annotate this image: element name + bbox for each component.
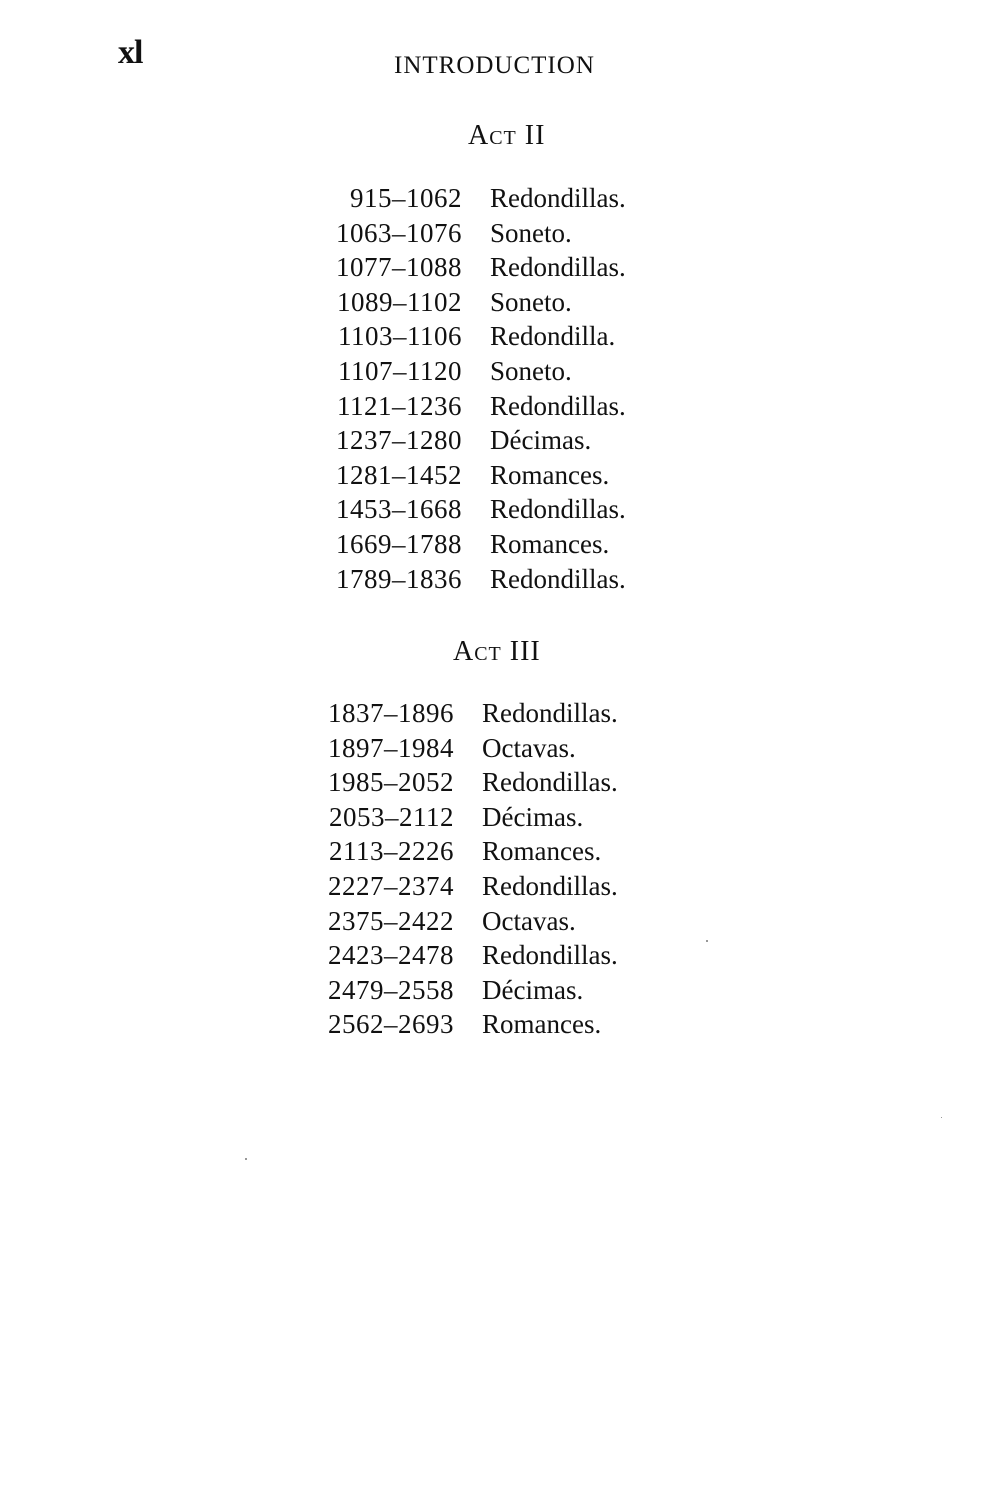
verse-row bbox=[272, 1007, 618, 1042]
line-range: 1237–1280 bbox=[336, 425, 462, 456]
verse-form: Soneto. bbox=[490, 355, 572, 386]
verse-row bbox=[280, 562, 626, 597]
line-range: 2562–2693 bbox=[328, 1009, 454, 1040]
verse-row bbox=[280, 527, 626, 562]
line-range: 1107–1120 bbox=[338, 355, 462, 386]
line-range: 1837–1896 bbox=[328, 698, 454, 728]
line-range: 1077–1088 bbox=[336, 252, 462, 283]
ink-speck bbox=[245, 1158, 247, 1160]
line-range: 2423–2478 bbox=[328, 940, 454, 971]
verse-form: Romances. bbox=[490, 459, 610, 490]
verse-form: Octavas. bbox=[482, 905, 576, 936]
verse-form: Redondillas. bbox=[490, 563, 626, 594]
verse-row bbox=[280, 319, 626, 354]
act-ii-verse-table bbox=[280, 181, 626, 596]
verse-form: Redondillas. bbox=[482, 940, 618, 971]
verse-form: Redondillas. bbox=[490, 183, 626, 213]
verse-row bbox=[280, 458, 626, 493]
verse-form: Redondillas. bbox=[490, 252, 626, 283]
verse-row bbox=[272, 869, 618, 904]
verse-form: Redondillas. bbox=[490, 390, 626, 421]
verse-form: Redondillas. bbox=[482, 870, 618, 901]
verse-row bbox=[280, 285, 626, 320]
line-range: 2227–2374 bbox=[328, 870, 454, 901]
line-range: 1103–1106 bbox=[338, 321, 462, 352]
line-range: 1089–1102 bbox=[337, 286, 462, 317]
verse-row bbox=[272, 834, 618, 869]
verse-form: Redondillas. bbox=[482, 698, 618, 728]
verse-row bbox=[272, 973, 618, 1008]
verse-form: Décimas. bbox=[490, 425, 592, 456]
line-range: 2113–2226 bbox=[329, 836, 454, 867]
line-range: 1281–1452 bbox=[336, 459, 462, 490]
act-iii-heading: Act III bbox=[453, 636, 541, 667]
verse-form: Romances. bbox=[490, 528, 610, 559]
verse-form: Décimas. bbox=[482, 801, 584, 832]
verse-row bbox=[272, 938, 618, 973]
line-range: 2375–2422 bbox=[328, 905, 454, 936]
line-range: 1897–1984 bbox=[328, 732, 454, 763]
line-range: 1453–1668 bbox=[336, 494, 462, 525]
verse-row bbox=[272, 904, 618, 939]
verse-form: Soneto. bbox=[490, 286, 572, 317]
verse-row bbox=[280, 423, 626, 458]
line-range: 1985–2052 bbox=[328, 767, 454, 798]
verse-form: Redondillas. bbox=[490, 494, 626, 525]
verse-form: Romances. bbox=[482, 1009, 602, 1040]
line-range: 2479–2558 bbox=[328, 974, 454, 1005]
verse-form: Redondilla. bbox=[490, 321, 616, 352]
verse-row bbox=[280, 389, 626, 424]
line-range: 915–1062 bbox=[350, 183, 462, 213]
verse-form: Soneto. bbox=[490, 217, 572, 248]
verse-form: Redondillas. bbox=[482, 767, 618, 798]
verse-row bbox=[272, 731, 618, 766]
line-range: 2053–2112 bbox=[329, 801, 454, 832]
verse-row bbox=[272, 800, 618, 835]
running-title: INTRODUCTION bbox=[394, 52, 595, 79]
verse-row bbox=[272, 765, 618, 800]
line-range: 1121–1236 bbox=[337, 390, 462, 421]
act-iii-verse-table bbox=[272, 696, 618, 1042]
verse-row bbox=[280, 181, 626, 216]
verse-form: Décimas. bbox=[482, 974, 584, 1005]
ink-speck bbox=[941, 1117, 942, 1118]
verse-row bbox=[280, 216, 626, 251]
line-range: 1789–1836 bbox=[336, 563, 462, 594]
verse-form: Octavas. bbox=[482, 732, 576, 763]
verse-row bbox=[280, 354, 626, 389]
verse-row bbox=[280, 250, 626, 285]
line-range: 1669–1788 bbox=[336, 528, 462, 559]
act-ii-heading: Act II bbox=[468, 120, 546, 151]
ink-speck bbox=[706, 940, 708, 942]
verse-row bbox=[280, 492, 626, 527]
verse-row bbox=[272, 696, 618, 731]
line-range: 1063–1076 bbox=[336, 217, 462, 248]
page-number: xl bbox=[118, 34, 143, 71]
verse-form: Romances. bbox=[482, 836, 602, 867]
